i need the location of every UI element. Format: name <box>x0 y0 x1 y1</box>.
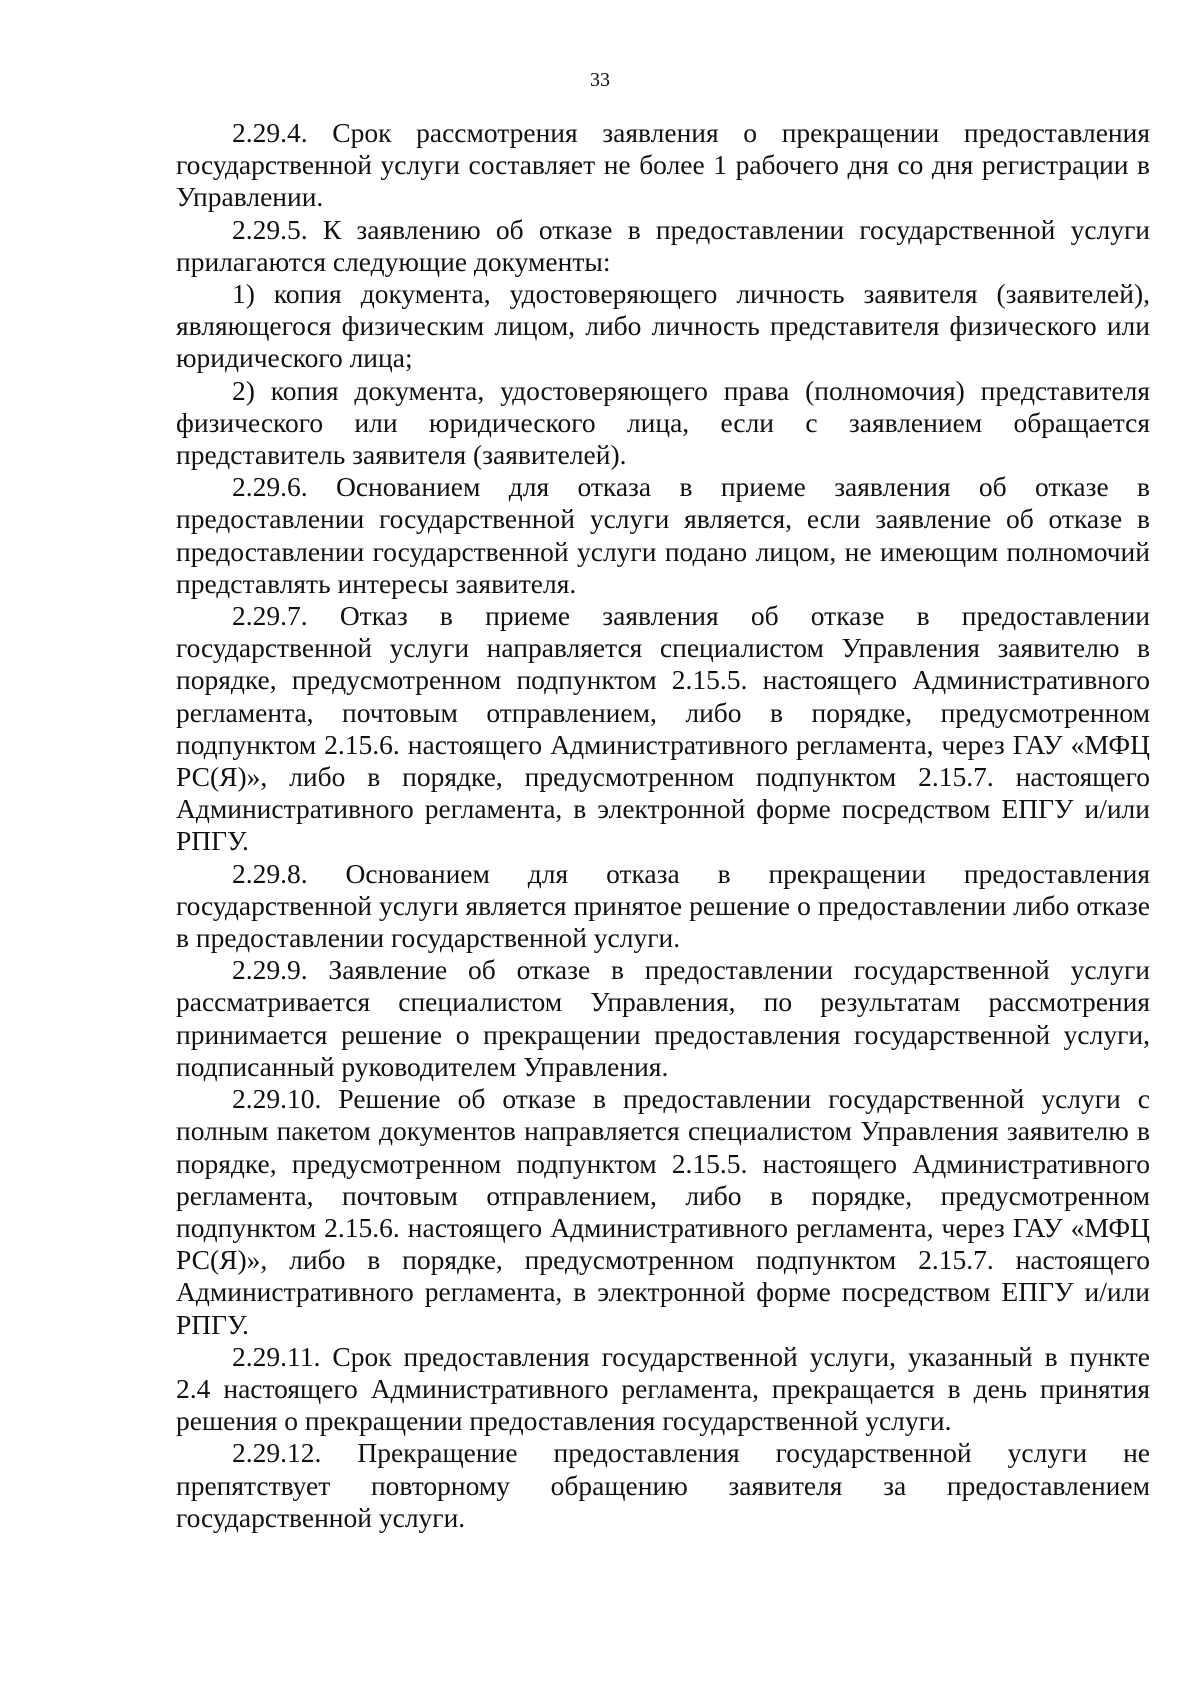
paragraph-2-29-7: 2.29.7. Отказ в приеме заявления об отказе в предоставлении государственной услуги направляется специалистом Управления заявителю в порядке, предусмотренном подпунктом 2.15.5. настоящего Административного регламента, почтовым отправлением, либо в порядке, предусмотренном подпунктом 2.15.6. настоящего Административного регламента, через ГАУ «МФЦ РС(Я)», либо в порядке, предусмотренном подпунктом 2.15.7. настоящего Административного регламента, в электронной форме посредством ЕПГУ и/или РПГУ. <box>176 600 1150 857</box>
paragraph-2-29-4: 2.29.4. Срок рассмотрения заявления о прекращении предоставления государственной услуги составляет не более 1 рабочего дня со дня регистрации в Управлении. <box>176 117 1150 213</box>
paragraph-2-29-5: 2.29.5. К заявлению об отказе в предоставлении государственной услуги прилагаются следующие документы: <box>176 213 1150 277</box>
document-body <box>176 117 1150 1534</box>
paragraph-2-29-12: 2.29.12. Прекращение предоставления государственной услуги не препятствует повторному обращению заявителя за предоставлением государственной услуги. <box>176 1437 1150 1533</box>
paragraph-2-29-8: 2.29.8. Основанием для отказа в прекращении предоставления государственной услуги является принятое решение о предоставлении либо отказе в предоставлении государственной услуги. <box>176 857 1150 954</box>
paragraph-2-29-10: 2.29.10. Решение об отказе в предоставлении государственной услуги с полным пакетом документов направляется специалистом Управления заявителю в порядке, предусмотренном подпунктом 2.15.5. настоящего Административного регламента, почтовым отправлением, либо в порядке, предусмотренном подпунктом 2.15.6. настоящего Административного регламента, через ГАУ «МФЦ РС(Я)», либо в порядке, предусмотренном подпунктом 2.15.7. настоящего Административного регламента, в электронной форме посредством ЕПГУ и/или РПГУ. <box>176 1083 1150 1340</box>
paragraph-2-29-11: 2.29.11. Срок предоставления государственной услуги, указанный в пункте 2.4 настоящего Административного регламента, прекращается в день принятия решения о прекращении предоставления государственной услуги. <box>176 1340 1150 1437</box>
list-item-1: 1) копия документа, удостоверяющего личность заявителя (заявителей), являющегося физическим лицом, либо личность представителя физического или юридического лица; <box>176 278 1150 374</box>
list-item-2: 2) копия документа, удостоверяющего права (полномочия) представителя физического или юридического лица, если с заявлением обращается представитель заявителя (заявителей). <box>176 374 1150 471</box>
paragraph-2-29-9: 2.29.9. Заявление об отказе в предоставлении государственной услуги рассматривается специалистом Управления, по результатам рассмотрения принимается решение о прекращении предоставления государственной услуги, подписанный руководителем Управления. <box>176 954 1150 1082</box>
paragraph-2-29-6: 2.29.6. Основанием для отказа в приеме заявления об отказе в предоставлении государственной услуги является, если заявление об отказе в предоставлении государственной услуги подано лицом, не имеющим полномочий представлять интересы заявителя. <box>176 471 1150 599</box>
page-number: 33 <box>590 69 610 91</box>
